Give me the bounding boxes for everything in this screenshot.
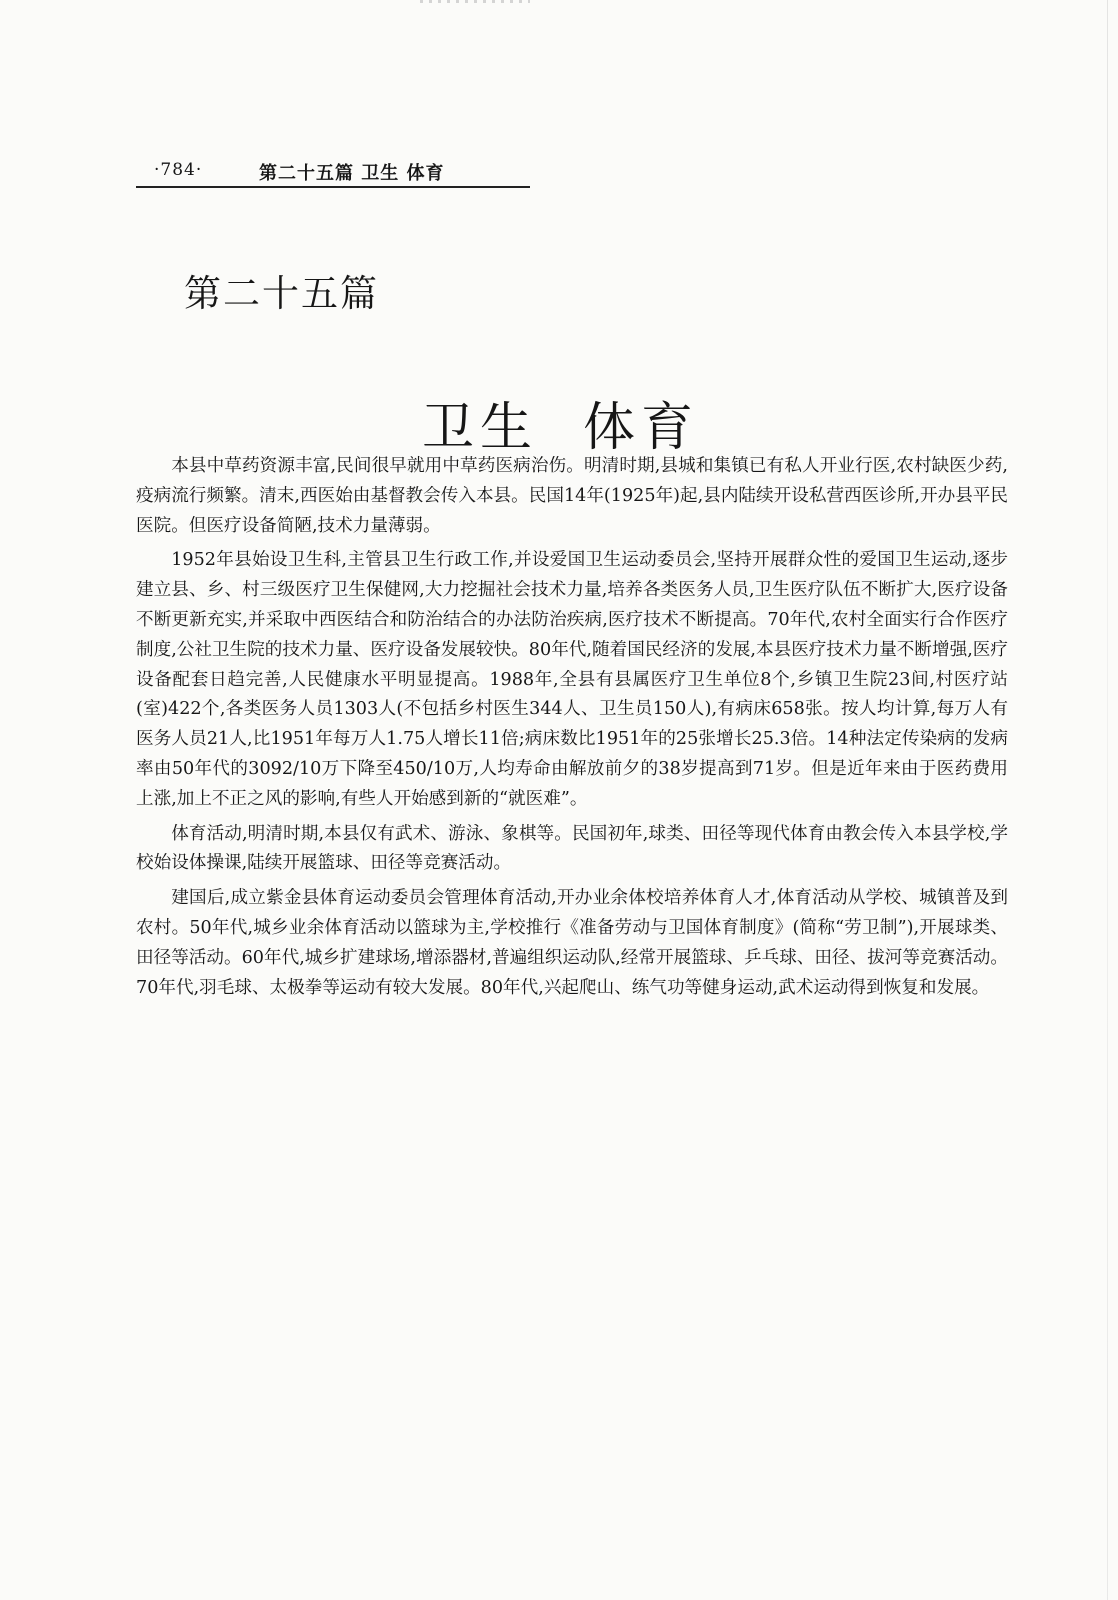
part-label: 第二十五篇 — [184, 271, 379, 315]
paragraph: 1952年县始设卫生科,主管县卫生行政工作,并设爱国卫生运动委员会,坚持开展群众性的爱国卫生运动,逐步建立县、乡、村三级医疗卫生保健网,大力挖掘社会技术力量,培养各类医务人员,卫生医疗队伍不断扩大,医疗设备不断更新充实,并采取中西医结合和防治结合的办法防治疾病,医疗技术不断提高。70年代,农村全面实行合作医疗制度,公社卫生院的技术力量、医疗设备发展较快。80年代,随着国民经济的发展,本县医疗技术力量不断增强,医疗设备配套日趋完善,人民健康水平明显提高。1988年,全县有县属医疗卫生单位8个,乡镇卫生院23间,村医疗站(室)422个,各类医务人员1303人(不包括乡村医生344人、卫生员150人),有病床658张。按人均计算,每万人有医务人员21人,比1951年每万人1.75人增长11倍;病床数比1951年的25张增长25.3倍。14种法定传染病的发病率由50年代的3092/10万下降至450/10万,人均寿命由解放前夕的38岁提高到71岁。但是近年来由于医药费用上涨,加上不正之风的影响,有些人开始感到新的“就医难”。 — [136, 550, 1008, 809]
paragraph: 体育活动,明清时期,本县仅有武术、游泳、象棋等。民国初年,球类、田径等现代体育由教会传入本县学校,学校始设体操课,陆续开展篮球、田径等竞赛活动。 — [136, 823, 1008, 874]
page-number: ·784· — [154, 160, 203, 180]
paragraph: 建国后,成立紫金县体育运动委员会管理体育活动,开办业余体校培养体育人才,体育活动从学校、城镇普及到农村。50年代,城乡业余体育活动以篮球为主,学校推行《准备劳动与卫国体育制度》(简称“劳卫制”),开展球类、田径等活动。60年代,城乡扩建球场,增添器材,普遍组织运动队,经常开展篮球、乒乓球、田径、拔河等竞赛活动。70年代,羽毛球、太极拳等运动有较大发展。80年代,兴起爬山、练气功等健身运动,武术运动得到恢复和发展。 — [136, 888, 1008, 998]
scan-edge — [1107, 0, 1108, 1600]
part-title: 卫生 体育 — [422, 398, 700, 459]
scan-artifact — [420, 0, 530, 3]
body-text — [136, 452, 1008, 1008]
paragraph: 本县中草药资源丰富,民间很早就用中草药医病治伤。明清时期,县城和集镇已有私人开业行医,农村缺医少药,疫病流行频繁。清末,西医始由基督教会传入本县。民国14年(1925年)起,县内陆续开设私营西医诊所,开办县平民医院。但医疗设备简陋,技术力量薄弱。 — [136, 456, 1008, 536]
running-head — [136, 158, 530, 188]
running-head-title: 第二十五篇 卫生 体育 — [259, 163, 445, 184]
